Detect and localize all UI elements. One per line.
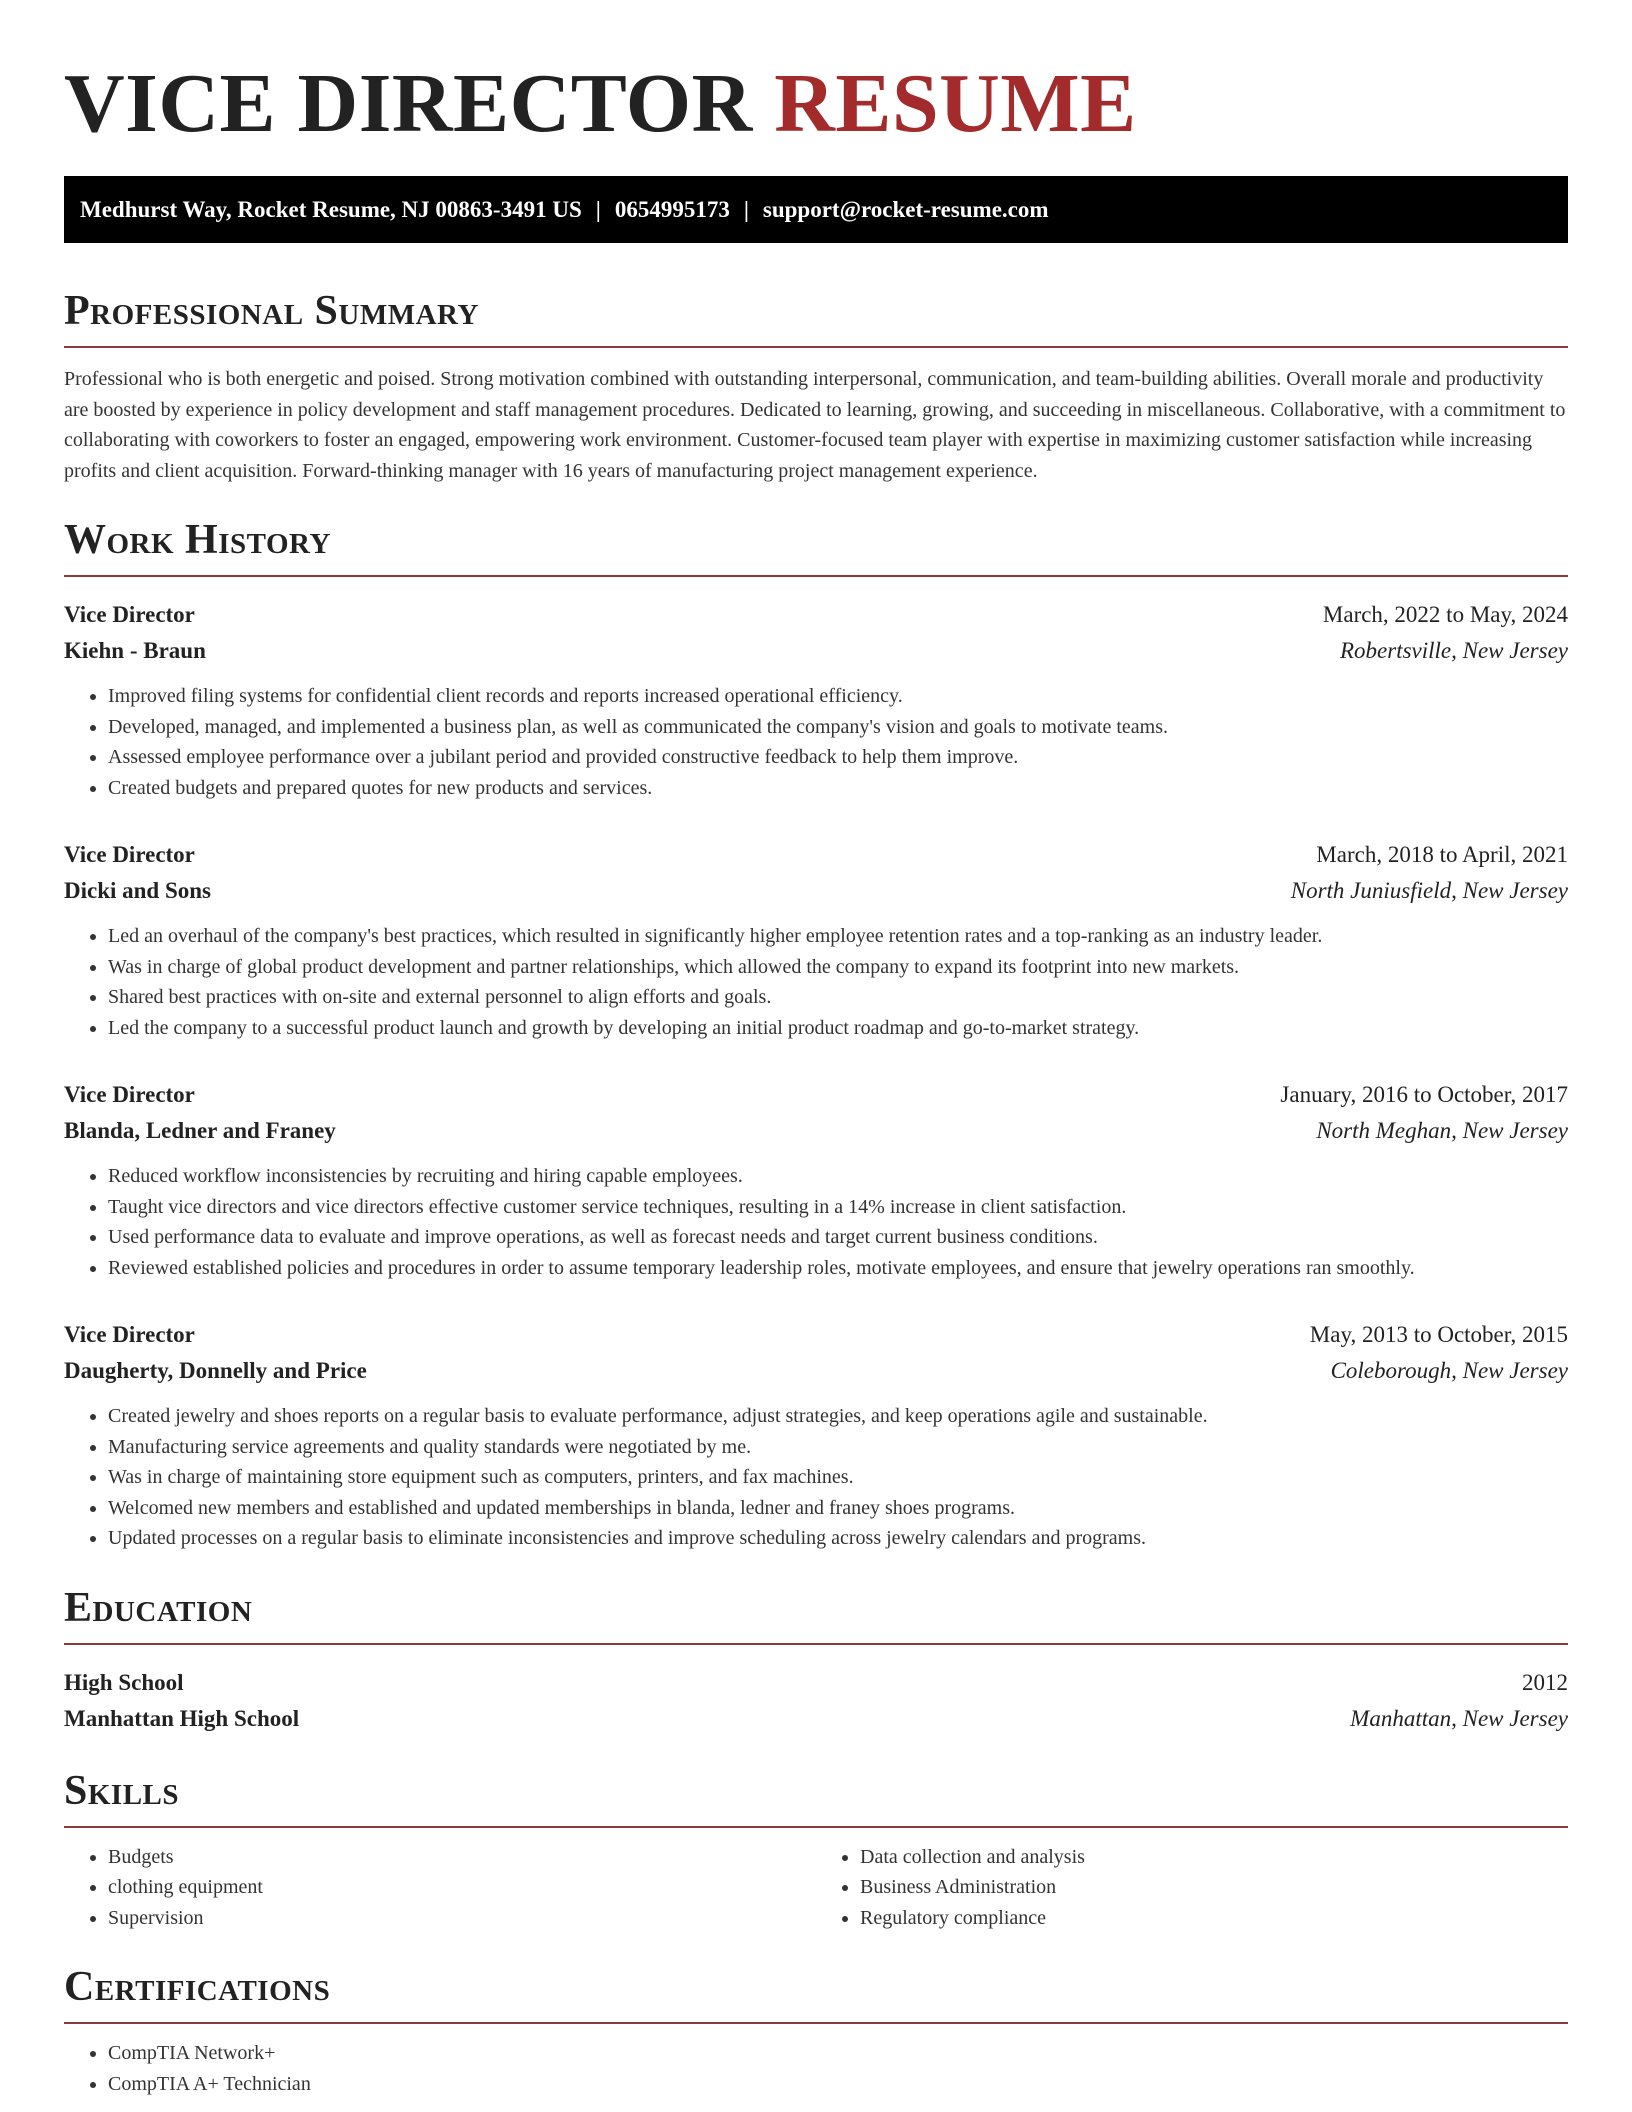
job-entry: [64, 597, 1568, 803]
list-item: • Shared best practices with on-site and external personnel to align efforts and goals.: [108, 982, 1568, 1013]
job-role: Vice Director: [64, 842, 195, 867]
job-dates: March, 2022 to May, 2024: [1322, 602, 1568, 627]
list-item: • Led the company to a successful product launch and growth by developing an initial product roadmap and go-to-market strategy.: [108, 1013, 1568, 1044]
certifications-list: [64, 2038, 1568, 2099]
job-company: Blanda, Ledner and Franey: [64, 1118, 336, 1143]
list-item: • CompTIA A+ Technician: [108, 2069, 1568, 2100]
contact-phone: 0654995173: [614, 197, 730, 222]
title-main: VICE DIRECTOR: [64, 57, 753, 150]
job-role: Vice Director: [64, 1082, 195, 1107]
summary-heading: Professional Summary: [64, 288, 479, 334]
section-divider: [64, 346, 1568, 348]
education-location: Manhattan, New Jersey: [1350, 1705, 1568, 1731]
contact-separator: |: [595, 197, 601, 222]
job-company: Dicki and Sons: [64, 878, 212, 903]
section-divider: [64, 575, 1568, 577]
job-bullets: [64, 681, 1568, 803]
certifications-heading: Certifications: [64, 1964, 331, 2010]
job-entry: [64, 1317, 1568, 1554]
resume-title: [64, 0, 1568, 150]
education-heading: Education: [64, 1584, 253, 1631]
list-item: • Improved filing systems for confidential client records and reports increased operational efficiency.: [108, 681, 1568, 712]
work-history-section: [64, 515, 1568, 1554]
job-bullets: [64, 921, 1568, 1043]
education-school: Manhattan High School: [64, 1705, 300, 1731]
job-entry: [64, 837, 1568, 1043]
education-degree: High School: [64, 1669, 184, 1695]
list-item: • Developed, managed, and implemented a business plan, as well as communicated the company's vision and goals to motivate teams.: [108, 712, 1568, 743]
skills-heading: Skills: [64, 1767, 180, 1814]
summary-section: [64, 286, 1568, 486]
section-divider: [64, 2022, 1568, 2024]
skills-grid: [64, 1842, 1568, 1934]
list-item: • Created budgets and prepared quotes for new products and services.: [108, 773, 1568, 804]
certifications-section: [64, 1962, 1568, 2099]
job-dates: March, 2018 to April, 2021: [1316, 842, 1568, 867]
list-item: • Data collection and analysis: [860, 1842, 1568, 1873]
education-year: 2012: [1522, 1669, 1568, 1695]
job-bullets: [64, 1161, 1568, 1283]
job-location: Coleborough, New Jersey: [1330, 1358, 1568, 1383]
contact-bar: [64, 176, 1568, 243]
job-dates: May, 2013 to October, 2015: [1309, 1322, 1568, 1347]
list-item: • Regulatory compliance: [860, 1903, 1568, 1934]
title-accent: RESUME: [774, 57, 1137, 150]
job-entry: [64, 1077, 1568, 1283]
list-item: • Updated processes on a regular basis to eliminate inconsistencies and improve scheduling across jewelry calendars and programs.: [108, 1523, 1568, 1554]
job-location: North Meghan, New Jersey: [1316, 1118, 1568, 1143]
contact-address: Medhurst Way, Rocket Resume, NJ 00863-3491 US: [80, 197, 582, 222]
list-item: • Reviewed established policies and procedures in order to assume temporary leadership roles, motivate employees, and ensure that jewelry operations ran smoothly.: [108, 1253, 1568, 1284]
job-bullets: [64, 1401, 1568, 1554]
list-item: • Manufacturing service agreements and quality standards were negotiated by me.: [108, 1432, 1568, 1463]
list-item: • Budgets: [108, 1842, 816, 1873]
skills-section: [64, 1766, 1568, 1934]
contact-separator: |: [743, 197, 749, 222]
list-item: • Was in charge of maintaining store equipment such as computers, printers, and fax machines.: [108, 1462, 1568, 1493]
summary-text: Professional who is both energetic and poised. Strong motivation combined with outstanding interpersonal, communication, and team-building abilities. Overall morale and productivity are boosted by experience in policy development and staff management procedures. Dedicated to learning, growing, and succeeding in miscellaneous. Collaborative, with a commitment to collaborating with coworkers to foster an engaged, empowering work environment. Customer-focused team player with expertise in maximizing customer satisfaction while increasing profits and client acquisition. Forward-thinking manager with 16 years of manufacturing project management experience.: [64, 368, 1566, 482]
list-item: • Led an overhaul of the company's best practices, which resulted in significantly higher employee retention rates and a top-ranking as an industry leader.: [108, 921, 1568, 952]
section-divider: [64, 1643, 1568, 1645]
list-item: • Welcomed new members and established and updated memberships in blanda, ledner and franey shoes programs.: [108, 1493, 1568, 1524]
list-item: • Created jewelry and shoes reports on a regular basis to evaluate performance, adjust strategies, and keep operations agile and sustainable.: [108, 1401, 1568, 1432]
job-company: Kiehn - Braun: [64, 638, 206, 663]
job-location: North Juniusfield, New Jersey: [1290, 878, 1568, 903]
job-location: Robertsville, New Jersey: [1339, 638, 1568, 663]
list-item: • CompTIA Network+: [108, 2038, 1568, 2069]
work-history-heading: Work History: [64, 517, 331, 563]
list-item: • Supervision: [108, 1903, 816, 1934]
job-company: Daugherty, Donnelly and Price: [64, 1358, 367, 1383]
contact-email[interactable]: support@rocket-resume.com: [762, 197, 1049, 222]
education-section: [64, 1583, 1568, 1737]
job-role: Vice Director: [64, 1322, 195, 1347]
list-item: • Assessed employee performance over a jubilant period and provided constructive feedback to help them improve.: [108, 742, 1568, 773]
list-item: • Was in charge of global product development and partner relationships, which allowed the company to expand its footprint into new markets.: [108, 952, 1568, 983]
skills-list-right: [816, 1842, 1568, 1934]
list-item: • Reduced workflow inconsistencies by recruiting and hiring capable employees.: [108, 1161, 1568, 1192]
job-dates: January, 2016 to October, 2017: [1280, 1082, 1568, 1107]
section-divider: [64, 1826, 1568, 1828]
list-item: • clothing equipment: [108, 1872, 816, 1903]
job-role: Vice Director: [64, 602, 195, 627]
list-item: • Used performance data to evaluate and improve operations, as well as forecast needs and target current business conditions.: [108, 1222, 1568, 1253]
education-entry: [64, 1665, 1568, 1737]
list-item: • Taught vice directors and vice directors effective customer service techniques, resulting in a 14% increase in client satisfaction.: [108, 1192, 1568, 1223]
list-item: • Business Administration: [860, 1872, 1568, 1903]
skills-list-left: [64, 1842, 816, 1934]
